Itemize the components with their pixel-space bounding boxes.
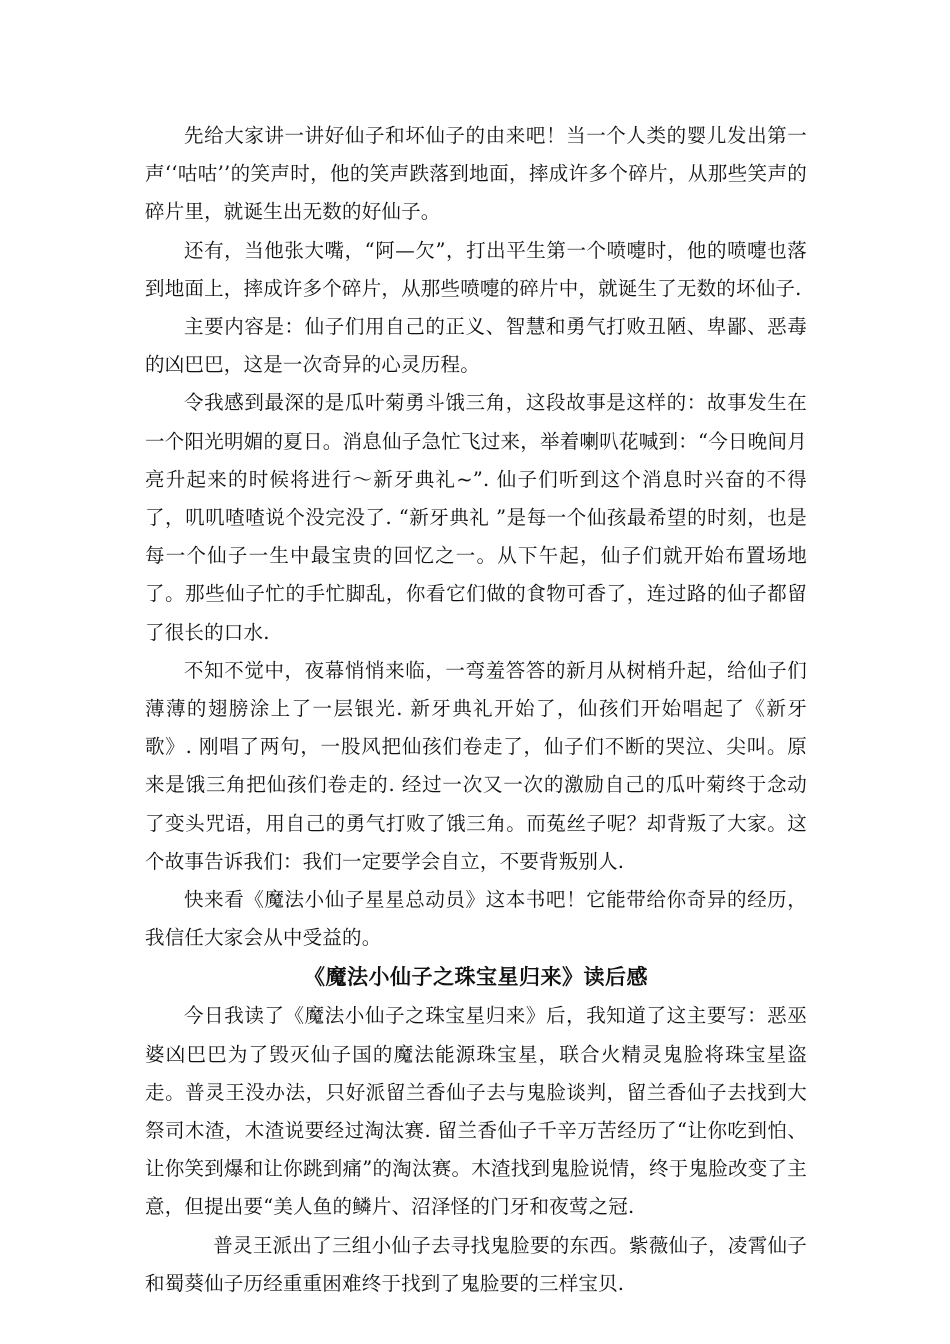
document-page xyxy=(145,117,807,1303)
paragraph-favorite-story: 令我感到最深的是瓜叶菊勇斗饿三角，这段故事是这样的：故事发生在一个阳光明媚的夏日。消息仙子急忙飞过来，举着喇叭花喊到：“今日晚间月亮升起来的时候将进行～新牙典礼~”. 仙子们听到这个消息时兴奋的不得了，叽叽喳喳说个没完没了. “新牙典礼 ”是每一个仙孩最希望的时刻，也是每一个仙子一生中最宝贵的回忆之一。从下午起，仙子们就开始布置场地了。那些仙子忙的手忙脚乱，你看它们做的食物可香了，连过路的仙子都留了很长的口水. xyxy=(145,391,807,644)
paragraph-recommendation: 快来看《魔法小仙子星星总动员》这本书吧！它能带给你奇异的经历，我信任大家会从中受益的。 xyxy=(145,888,807,950)
section-heading: 《魔法小仙子之珠宝星归来》读后感 xyxy=(304,965,648,990)
paragraph-origin-of-fairies: 先给大家讲一讲好仙子和坏仙子的由来吧！当一个人类的婴儿发出第一声‘‘咕咕’’的笑声时，他的笑声跌落到地面，摔成许多个碎片，从那些笑声的碎片里，就诞生出无数的好仙子。 xyxy=(145,124,807,224)
paragraph-three-groups: 普灵王派出了三组小仙子去寻找鬼脸要的东西。紫薇仙子，凌霄仙子和蜀葵仙子历经重重困难终于找到了鬼脸要的三样宝贝. xyxy=(145,1233,807,1295)
paragraph-main-content: 主要内容是：仙子们用自己的正义、智慧和勇气打败丑陋、卑鄙、恶毒的凶巴巴，这是一次奇异的心灵历程。 xyxy=(145,315,807,377)
paragraph-new-moon-ceremony: 不知不觉中，夜幕悄悄来临，一弯羞答答的新月从树梢升起，给仙子们薄薄的翅膀涂上了一层银光. 新牙典礼开始了，仙孩们开始唱起了《新牙歌》. 刚唱了两句，一股风把仙孩们卷走了，仙子们不断的哭泣、尖叫。原来是饿三角把仙孩们卷走的. 经过一次又一次的激励自己的瓜叶菊终于念动了变头咒语，用自己的勇气打败了饿三角。而菟丝子呢？却背叛了大家。这个故事告诉我们：我们一定要学会自立，不要背叛别人. xyxy=(145,658,807,873)
paragraph-book-summary: 今日我读了《魔法小仙子之珠宝星归来》后，我知道了这主要写：恶巫婆凶巴巴为了毁灭仙子国的魔法能源珠宝星，联合火精灵鬼脸将珠宝星盗走。普灵王没办法，只好派留兰香仙子去与鬼脸谈判，留兰香仙子去找到大祭司木渣，木渣说要经过淘汰赛. 留兰香仙子千辛万苦经历了“让你吃到怕、让你笑到爆和让你跳到痛”的淘汰赛。木渣找到鬼脸说情，终于鬼脸改变了主意，但提出要“美人鱼的鳞片、沼泽怪的门牙和夜莺之冠. xyxy=(145,1004,807,1219)
paragraph-sneeze: 还有，当他张大嘴，“阿—欠”，打出平生第一个喷嚏时，他的喷嚏也落到地面上，摔成许多个碎片，从那些喷嚏的碎片中，就诞生了无数的坏仙子. xyxy=(145,238,807,300)
